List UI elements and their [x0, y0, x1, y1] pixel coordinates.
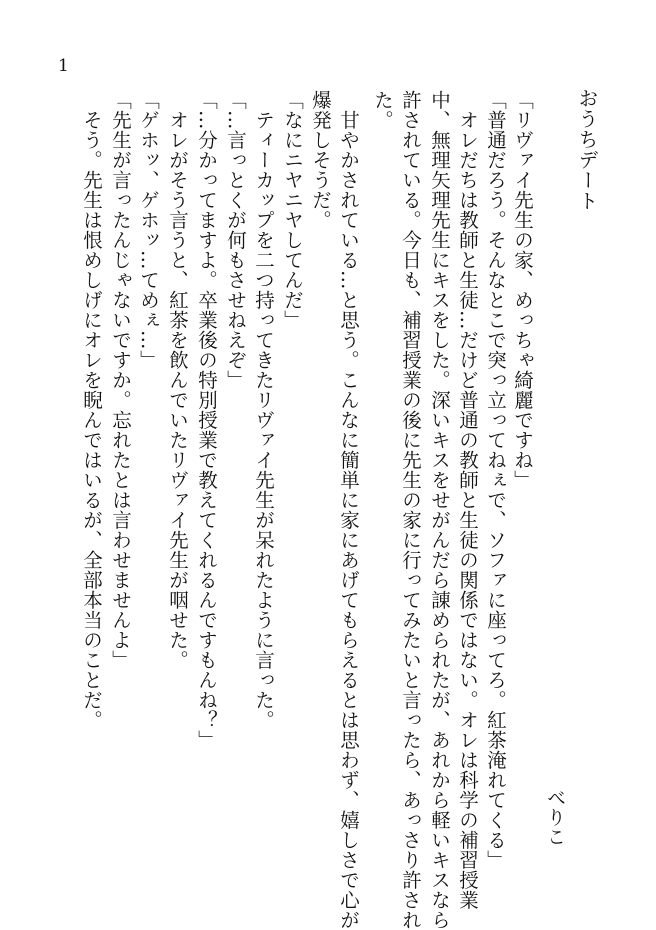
text-line-9: 「なにニヤニヤしてんだ」: [281, 90, 304, 330]
text-line-15: 「先生が言ったんじゃないですか。忘れたとは言わせませんよ」: [109, 90, 132, 670]
text-line-12: 「…分かってますよ。卒業後の特別授業で教えてくれるんですもんね？」: [195, 90, 218, 750]
text-line-2: 「普通だろう。そんなとこで突っ立ってねぇで、ソファに座ってろ。紅茶淹れてくる」: [484, 90, 507, 870]
text-line-16: そう。先生は恨めしげにオレを睨んではいるが、全部本当のことだ。: [80, 90, 103, 730]
text-line-1: 「リヴァイ先生の家、めっちゃ綺麗ですね」: [511, 90, 534, 490]
text-line-14: 「ゲホッ、ゲホッ…てめぇ…」: [137, 90, 160, 370]
text-line-13: オレがそう言うと、紅茶を飲んでいたリヴァイ先生が咽せた。: [166, 90, 189, 670]
text-line-8: 爆発しそうだ。: [309, 90, 332, 230]
text-line-4: 中、無理矢理先生にキスをした。深いキスをせがんだら諌められたが、あれから軽いキスなら: [428, 90, 451, 930]
story-title: おうちデート: [575, 88, 599, 211]
text-line-6: た。: [371, 90, 394, 130]
text-line-10: ティーカップを二つ持ってきたリヴァイ先生が呆れたように言った。: [252, 90, 275, 730]
text-line-5: 許されている。今日も、補習授業の後に先生の家に行ってみたいと言ったら、あっさり許され: [399, 90, 422, 930]
text-line-7: 甘やかされている…と思う。こんなに簡単に家にあげてもらえるとは思わず、嬉しさで心が: [337, 90, 360, 930]
page-number: 1: [58, 56, 69, 76]
text-line-3: オレだちは教師と生徒…だけど普通の教師と生徒の関係ではない。オレは科学の補習授業: [456, 90, 479, 910]
author-name: べりこ: [544, 788, 566, 847]
text-line-11: 「…言っとくが何もさせねえぞ」: [224, 90, 247, 390]
